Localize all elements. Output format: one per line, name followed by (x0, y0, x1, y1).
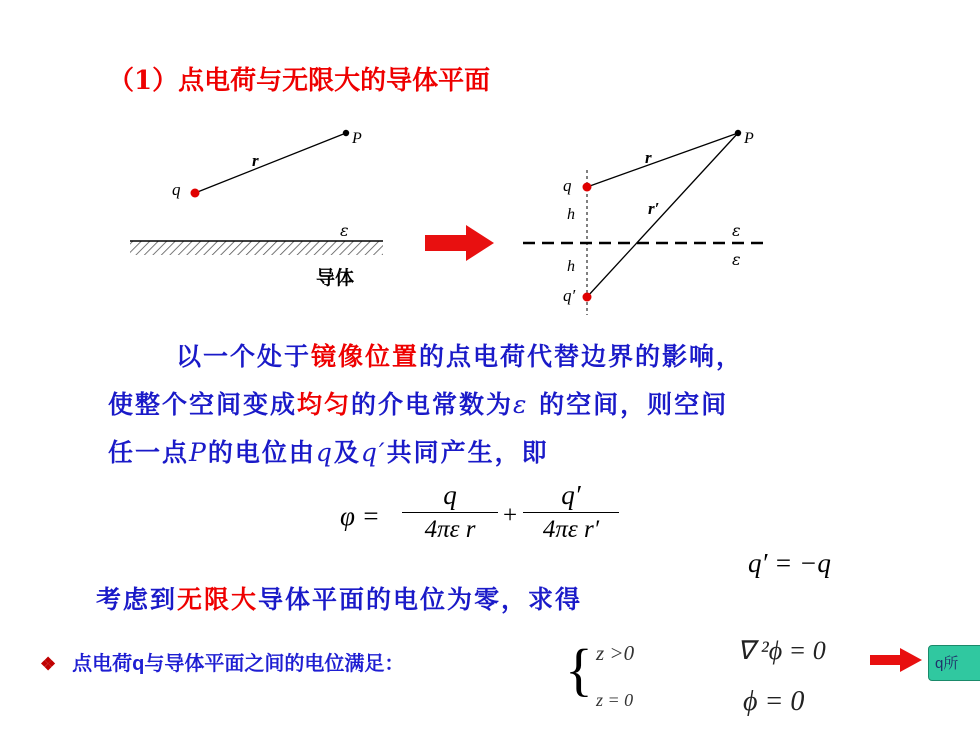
label-q-right: q (563, 176, 572, 195)
right-diagram (523, 130, 770, 315)
bullet-diamond-icon: ❖ (40, 654, 57, 674)
label-h-lower: h (567, 258, 575, 275)
potential-formula: φ = q 4πε r + q′ 4πε r′ (340, 478, 620, 558)
laplace-equation: ∇ ²ϕ = 0 (737, 636, 826, 665)
left-diagram (130, 130, 383, 289)
point-p-right (735, 130, 741, 136)
condition-z-positive: z >0 (596, 641, 635, 665)
paragraph-line-2: 使整个空间变成均匀的介电常数为ε 的空间，则空间 (108, 390, 729, 419)
boundary-equation: ϕ = 0 (743, 686, 805, 717)
link-arrow-icon (870, 646, 924, 674)
paragraph-line-3: 任一点P的电位由q及q′共同产生，即 (108, 438, 549, 467)
conclusion-line: 考虑到无限大导体平面的电位为零，求得 (96, 585, 583, 614)
label-eps-left: ε (340, 221, 349, 240)
point-p-left (343, 130, 349, 136)
label-p-left: P (352, 130, 362, 147)
label-r-left: r (252, 151, 259, 170)
right-arrow (425, 225, 494, 261)
left-brace: { (565, 637, 593, 702)
image-charge-diagram (0, 115, 980, 315)
label-q-left: q (172, 180, 181, 199)
conductor-plane (130, 241, 383, 255)
label-h-upper: h (567, 206, 575, 223)
label-r-right: r (645, 148, 652, 167)
section-title: （1）点电荷与无限大的导体平面 (108, 66, 491, 96)
side-link-button[interactable]: q所 (928, 645, 980, 681)
bullet-statement: ❖ 点电荷q与导体平面之间的电位满足： (40, 653, 405, 675)
label-eps-lower: ε (732, 250, 741, 269)
condition-z-zero: z = 0 (596, 690, 634, 710)
label-conductor: 导体 (316, 267, 355, 289)
charge-q-left (191, 189, 200, 198)
label-p-right: P (744, 130, 754, 147)
label-eps-upper: ε (732, 221, 741, 240)
image-charge-q-prime (583, 293, 592, 302)
image-charge-relation: q′ = −q (748, 548, 831, 578)
charge-q-right (583, 183, 592, 192)
label-r-prime: r′ (648, 199, 660, 218)
label-q-prime: q′ (563, 286, 576, 305)
paragraph-line-1: 以一个处于镜像位置的点电荷代替边界的影响， (176, 342, 744, 371)
